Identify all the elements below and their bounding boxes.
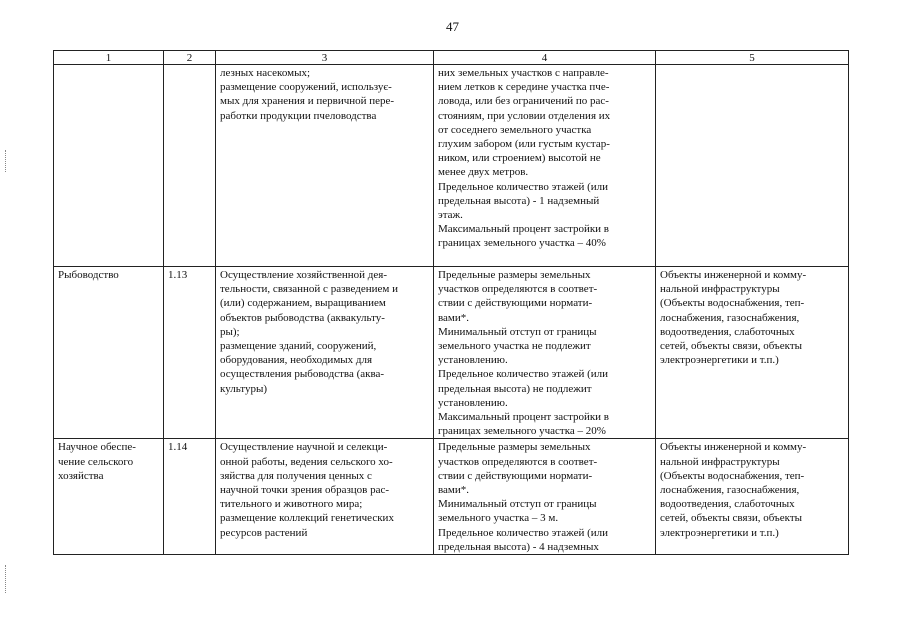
use-parameters-cell: них земельных участков с направле- нием летков к середине участка пче- ловода, или без ограничений по рас- стояниям, при условии отделения их от соседнего земельного участка глухим забором (или густым кустар- ником, или строением) высотой не менее двух метров. Предельное количество этажей (или предельная высота) - 1 надземный этаж. Максимальный процент застройки в границах земельного участка – 40% [434,65,656,267]
table-header-row [54,51,849,65]
use-name-cell [54,65,164,267]
use-name-cell: Научное обеспе- чение сельского хозяйства [54,439,164,555]
column-header: 2 [164,51,216,65]
use-code-cell: 1.14 [164,439,216,555]
use-code-cell [164,65,216,267]
land-use-table [53,50,849,555]
use-parameters-cell: Предельные размеры земельных участков определяются в соответ- ствии с действующими нормати- вами*. Минимальный отступ от границы земельного участка не подлежит установлению. Предельное количество этажей (или предельная высота) не подлежит установлению. Максимальный процент застройки в границах земельного участка – 20% [434,267,656,439]
use-description-cell: Осуществление научной и селекци- онной работы, ведения сельского хо- зяйства для получения ценных с научной точки зрения образцов рас- тительного и животного мира; размещение коллекций генетических ресурсов растений [216,439,434,555]
column-header: 5 [656,51,849,65]
margin-mark [5,150,8,172]
use-description-cell: Осуществление хозяйственной дея- тельности, связанной с разведением и (или) содержанием, выращиванием объектов рыбоводства (аквакульту- ры); размещение зданий, сооружений, оборудования, необходимых для осуществления рыбоводства (аква- культуры) [216,267,434,439]
use-code-cell: 1.13 [164,267,216,439]
infrastructure-cell [656,65,849,267]
table-row [54,267,849,439]
column-header: 3 [216,51,434,65]
use-name-cell: Рыбоводство [54,267,164,439]
table-row [54,65,849,267]
column-header: 4 [434,51,656,65]
use-description-cell: лезных насекомых; размещение сооружений, использує- мых для хранения и первичной пере- работки продукции пчеловодства [216,65,434,267]
table-row [54,439,849,555]
infrastructure-cell: Объекты инженерной и комму- нальной инфраструктуры (Объекты водоснабжения, теп- лоснабжения, газоснабжения, водоотведения, слаботочных сетей, объекты связи, объекты электроэнергетики и т.п.) [656,439,849,555]
margin-mark [5,565,8,593]
column-header: 1 [54,51,164,65]
page-number: 47 [446,19,459,34]
infrastructure-cell: Объекты инженерной и комму- нальной инфраструктуры (Объекты водоснабжения, теп- лоснабжения, газоснабжения, водоотведения, слаботочных сетей, объекты связи, объекты электроэнергетики и т.п.) [656,267,849,439]
use-parameters-cell: Предельные размеры земельных участков определяются в соответ- ствии с действующими нормати- вами*. Минимальный отступ от границы земельного участка – 3 м. Предельное количество этажей (или предельная высота) - 4 надземных [434,439,656,555]
